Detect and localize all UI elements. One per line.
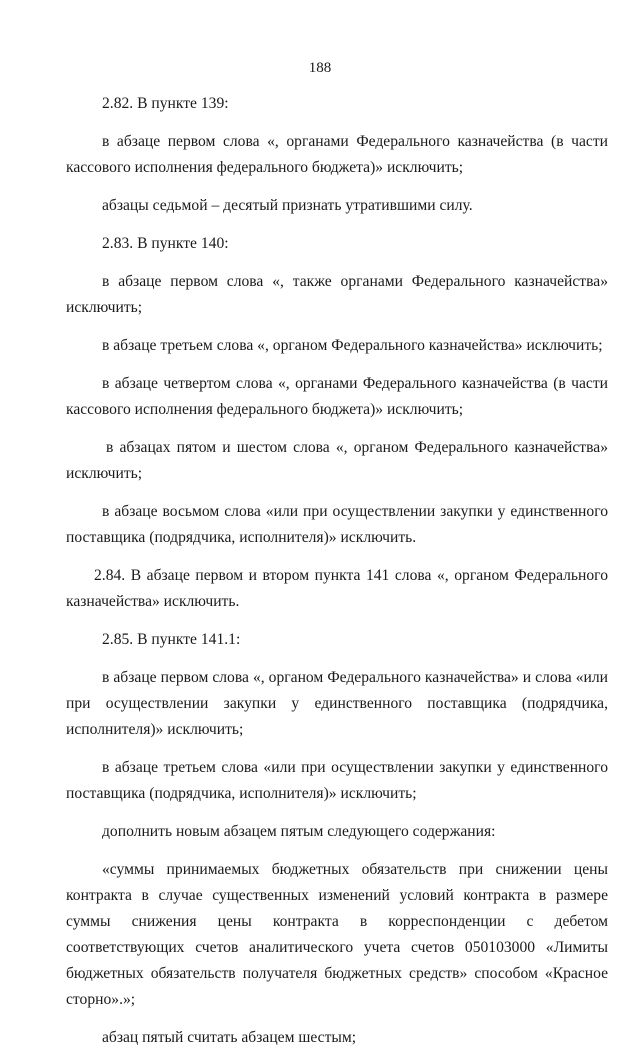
paragraph: в абзаце первом слова «, также органами Федерального казначейства» исключить;: [66, 273, 608, 316]
clause-2-84: 2.84. В абзаце первом и втором пункта 141 слова «, органом Федерального казначейства» исключить.: [66, 567, 608, 610]
paragraph: в абзаце первом слова «, органом Федерального казначейства» и слова «или при осуществлении закупки у единственного поставщика (подрядчика, исполнителя)» исключить;: [66, 669, 608, 738]
paragraph: в абзаце восьмом слова «или при осуществлении закупки у единственного поставщика (подрядчика, исполнителя)» исключить.: [66, 503, 608, 546]
clause-2-82-heading: 2.82. В пункте 139:: [102, 95, 229, 112]
paragraph: абзац пятый считать абзацем шестым;: [102, 1029, 357, 1046]
paragraph: в абзаце первом слова «, органами Федерального казначейства (в части кассового исполнения федерального бюджета)» исключить;: [66, 133, 608, 176]
quoted-paragraph: «суммы принимаемых бюджетных обязательств при снижении цены контракта в случае существенных изменений условий контракта в размере суммы снижения цены контракта в корреспонденции с дебетом соответствующих счетов аналитического учета счетов 050103000 «Лимиты бюджетных обязательств получателя бюджетных средств» способом «Красное сторно».»;: [66, 861, 608, 1008]
paragraph: в абзаце третьем слова «, органом Федерального казначейства» исключить;: [102, 337, 603, 354]
paragraph: в абзацах пятом и шестом слова «, органом Федерального казначейства» исключить;: [66, 439, 608, 482]
page-number: 188: [308, 60, 332, 76]
paragraph: в абзаце третьем слова «или при осуществлении закупки у единственного поставщика (подрядчика, исполнителя)» исключить;: [66, 759, 608, 802]
clause-2-83-heading: 2.83. В пункте 140:: [102, 235, 229, 252]
paragraph: в абзаце четвертом слова «, органами Федерального казначейства (в части кассового исполнения федерального бюджета)» исключить;: [66, 375, 608, 418]
clause-2-85-heading: 2.85. В пункте 141.1:: [102, 631, 241, 648]
document-body: [66, 91, 608, 1063]
paragraph: дополнить новым абзацем пятым следующего содержания:: [102, 823, 496, 840]
paragraph: абзацы седьмой – десятый признать утратившими силу.: [102, 197, 473, 214]
